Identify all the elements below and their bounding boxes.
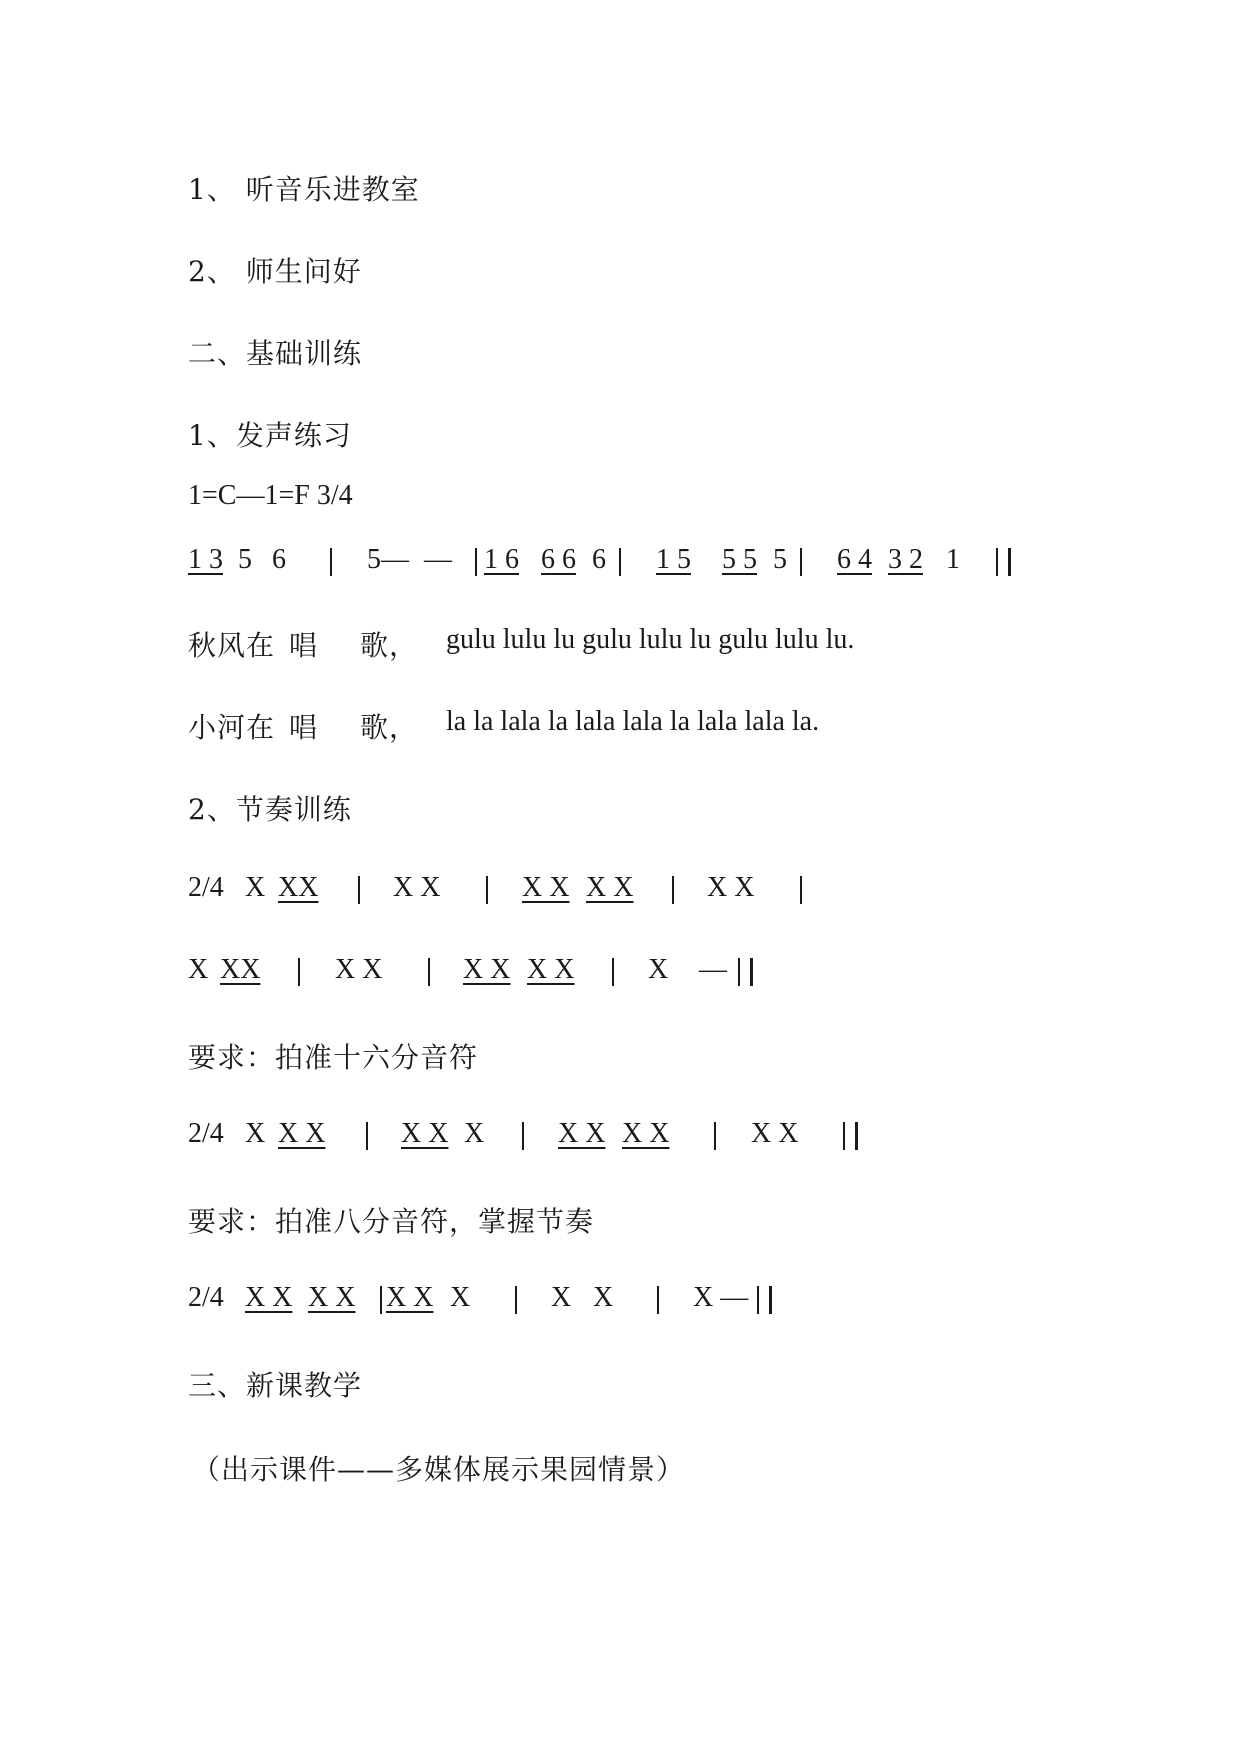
rhythm-note: XX: [278, 872, 319, 903]
rhythm-note: X X: [401, 1118, 449, 1149]
rhythm-note: —: [699, 954, 727, 985]
barline: [366, 1122, 368, 1150]
rhythm-note: X X: [308, 1282, 356, 1313]
barline: [714, 1122, 716, 1150]
melody-note: 1 5: [656, 544, 691, 575]
rhythm-note: X: [648, 954, 669, 985]
melody-note: 5 5: [722, 544, 757, 575]
lyric-text: 歌，: [360, 711, 419, 744]
lyrics-line-2: [0, 706, 1241, 746]
rhythm-note: X: [245, 1118, 266, 1149]
barline: [515, 1286, 517, 1314]
rhythm-note: X X: [386, 1282, 434, 1313]
barline: [522, 1122, 524, 1150]
rhythm-note: X X: [335, 954, 383, 985]
barline: [330, 548, 332, 576]
rhythm-line-4: [0, 1282, 1241, 1322]
step-listen-music: 1、 听音乐进教室: [188, 173, 420, 206]
rhythm-note: X X: [463, 954, 511, 985]
rhythm-note: X —: [693, 1282, 749, 1313]
final-barline: [1008, 548, 1011, 576]
lyric-text: 歌，: [360, 629, 419, 662]
melody-note: 5: [773, 544, 787, 575]
rhythm-note: X: [245, 872, 266, 903]
rhythm-note: X: [551, 1282, 572, 1313]
rhythm-note: X: [593, 1282, 614, 1313]
section-new-lesson: 三、新课教学: [188, 1369, 363, 1402]
melody-note: 5: [238, 544, 252, 575]
melody-note: 1 3: [188, 544, 223, 575]
requirement-eighth: 要求：拍准八分音符，掌握节奏: [188, 1205, 595, 1238]
lyric-text: 唱: [289, 711, 319, 744]
final-barline: [855, 1122, 858, 1150]
time-signature: 2/4: [188, 1118, 224, 1149]
rhythm-note: X: [450, 1282, 471, 1313]
lyrics-line-1: [0, 624, 1241, 664]
barline: [612, 958, 614, 986]
final-barline: [996, 548, 998, 576]
rhythm-line-3: [0, 1118, 1241, 1158]
barline: [672, 876, 674, 904]
requirement-sixteenth: 要求：拍准十六分音符: [188, 1041, 479, 1074]
rhythm-line-2: [0, 954, 1241, 994]
rhythm-note: X X: [622, 1118, 670, 1149]
barline: [800, 876, 802, 904]
rhythm-note: X X: [522, 872, 570, 903]
melody-note: 1 6: [484, 544, 519, 575]
melody-note: 3 2: [888, 544, 923, 575]
barline: [358, 876, 360, 904]
barline: [657, 1286, 659, 1314]
barline: [475, 548, 477, 576]
time-signature: 2/4: [188, 872, 224, 903]
rhythm-note: X X: [586, 872, 634, 903]
barline: [800, 548, 802, 576]
barline: [298, 958, 300, 986]
rhythm-note: XX: [220, 954, 261, 985]
barline: [486, 876, 488, 904]
lyric-text: 秋风在: [188, 629, 276, 662]
vocal-practice-title: 1、发声练习: [188, 419, 352, 452]
final-barline: [738, 958, 740, 986]
rhythm-line-1: [0, 872, 1241, 912]
melody-note: 6: [272, 544, 286, 575]
final-barline: [769, 1286, 772, 1314]
melody-note: 6 6: [541, 544, 576, 575]
lyric-syllables: gulu lulu lu gulu lulu lu gulu lulu lu.: [446, 624, 855, 655]
lyric-text: 唱: [289, 629, 319, 662]
barline: [380, 1286, 382, 1314]
rhythm-note: X: [464, 1118, 485, 1149]
lyric-syllables: la la lala la lala lala la lala lala la.: [446, 706, 820, 737]
time-signature: 2/4: [188, 1282, 224, 1313]
final-barline: [757, 1286, 759, 1314]
melody-note: —: [424, 544, 452, 575]
rhythm-note: X X: [393, 872, 441, 903]
final-barline: [750, 958, 753, 986]
courseware-note: （出示课件——多媒体展示果园情景）: [192, 1453, 686, 1486]
rhythm-note: X X: [245, 1282, 293, 1313]
rhythm-note: X: [188, 954, 209, 985]
step-greeting: 2、 师生问好: [188, 255, 362, 288]
rhythm-note: X X: [527, 954, 575, 985]
lyric-text: 小河在: [188, 711, 276, 744]
melody-note: 5—: [367, 544, 409, 575]
section-basic-training: 二、基础训练: [188, 337, 363, 370]
rhythm-note: X X: [278, 1118, 326, 1149]
melody-note: 6: [592, 544, 606, 575]
melody-line: [0, 544, 1241, 584]
key-signature: 1=C—1=F 3/4: [188, 480, 353, 511]
final-barline: [843, 1122, 845, 1150]
rhythm-training-title: 2、节奏训练: [188, 793, 352, 826]
barline: [619, 548, 621, 576]
rhythm-note: X X: [707, 872, 755, 903]
melody-note: 1: [946, 544, 960, 575]
rhythm-note: X X: [751, 1118, 799, 1149]
melody-note: 6 4: [837, 544, 872, 575]
barline: [428, 958, 430, 986]
rhythm-note: X X: [558, 1118, 606, 1149]
